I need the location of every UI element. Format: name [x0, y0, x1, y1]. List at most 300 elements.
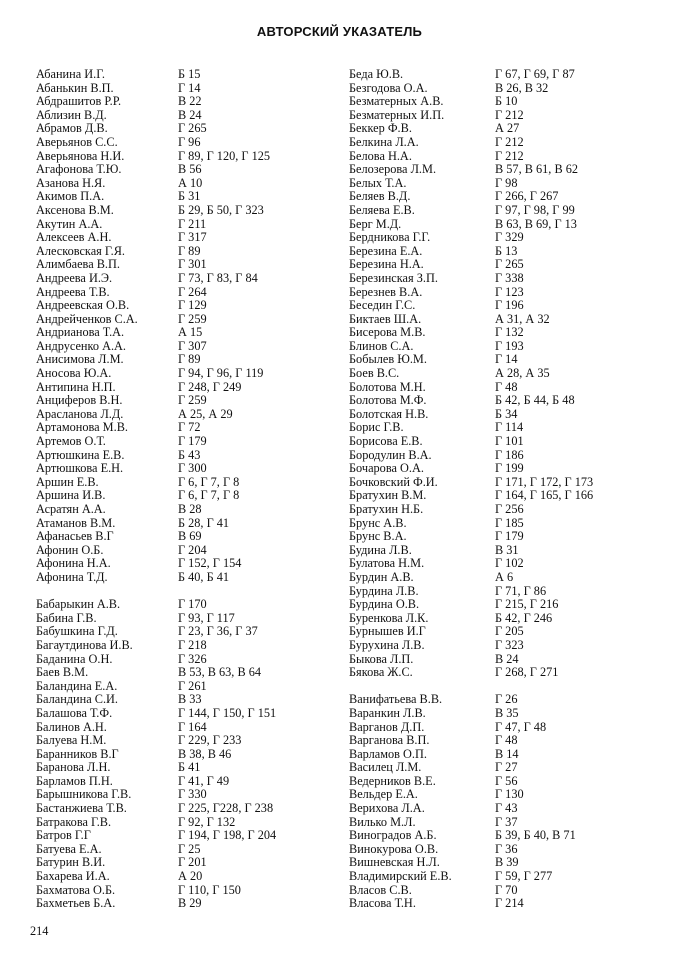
page-number: 214	[30, 924, 49, 938]
author-name: Вилько М.Л.	[349, 814, 416, 829]
author-name: Аверьянов С.С.	[36, 134, 118, 149]
index-entry	[349, 163, 669, 177]
page-refs: Г 89	[178, 243, 201, 258]
index-entry	[36, 693, 336, 707]
page-refs: В 57, В 61, В 62	[495, 162, 579, 177]
index-entry	[349, 639, 669, 653]
page-refs: Г 43	[495, 801, 518, 816]
author-name: Алексеев А.Н.	[36, 230, 112, 245]
page-refs: В 38, В 46	[178, 746, 232, 761]
author-name: Афонина Н.А.	[36, 556, 111, 571]
page-refs: Г 212	[495, 107, 524, 122]
page-refs: Г 301	[178, 257, 207, 272]
author-name: Беляева Е.В.	[349, 202, 415, 217]
index-column-right	[349, 68, 669, 911]
author-name: Андрусенко А.А.	[36, 338, 126, 353]
page-refs: Г 268, Г 271	[495, 665, 559, 680]
page-refs: Г 37	[495, 814, 518, 829]
index-entry	[36, 313, 336, 327]
page-refs: Г 179	[178, 434, 207, 449]
page-refs: В 33	[178, 692, 202, 707]
page-refs: Г 152, Г 154	[178, 556, 242, 571]
author-name: Абрамов Д.В.	[36, 121, 108, 136]
author-name: Бабарыкин А.В.	[36, 597, 121, 612]
page-refs: Б 28, Г 41	[178, 515, 230, 530]
page-refs: Г 215, Г 216	[495, 597, 559, 612]
index-entry	[36, 598, 336, 612]
author-name: Бердникова Г.Г.	[349, 230, 431, 245]
index-entry	[36, 367, 336, 381]
index-entry	[349, 476, 669, 490]
index-entry	[349, 435, 669, 449]
page-refs: Г 179	[495, 529, 524, 544]
index-entry	[349, 190, 669, 204]
index-entry	[349, 693, 669, 707]
index-entry	[349, 897, 669, 911]
page-refs: Г 25	[178, 841, 201, 856]
index-entry	[349, 489, 669, 503]
page-refs: Г 41, Г 49	[178, 773, 230, 788]
index-entry	[349, 367, 669, 381]
index-entry	[349, 136, 669, 150]
page-refs: Г 144, Г 150, Г 151	[178, 705, 277, 720]
index-entry	[349, 625, 669, 639]
page-refs: Г 92, Г 132	[178, 814, 236, 829]
author-name: Василец Л.М.	[349, 760, 422, 775]
index-entry	[36, 163, 336, 177]
page-refs: Г 205	[495, 624, 524, 639]
author-name: Безматерных А.В.	[349, 94, 444, 109]
page-refs: Г 338	[495, 270, 524, 285]
page-refs: В 69	[178, 529, 202, 544]
author-name: Афонина Т.Д.	[36, 569, 108, 584]
index-entry	[349, 816, 669, 830]
page-refs: В 31	[495, 542, 519, 557]
page-refs: Г 114	[495, 420, 524, 435]
page-refs: Г 204	[178, 542, 207, 557]
page-refs: Г 101	[495, 434, 524, 449]
index-entry	[349, 272, 669, 286]
index-entry	[349, 530, 669, 544]
page-refs: Г 14	[495, 352, 518, 367]
page-refs: Г 261	[178, 678, 207, 693]
author-name: Артамонова М.В.	[36, 420, 128, 435]
page-refs: В 39	[495, 855, 519, 870]
page-refs: Б 34	[495, 406, 518, 421]
index-entry	[36, 435, 336, 449]
index-entry	[349, 884, 669, 898]
index-entry	[36, 829, 336, 843]
author-name: Аносова Ю.А.	[36, 366, 112, 381]
index-entry	[36, 136, 336, 150]
author-name: Бурдин А.В.	[349, 569, 414, 584]
index-entry	[349, 462, 669, 476]
index-entry	[36, 680, 336, 694]
author-name: Багаутдинова И.В.	[36, 637, 133, 652]
author-name: Антипина Н.П.	[36, 379, 116, 394]
index-entry	[36, 503, 336, 517]
page-refs: А 10	[178, 175, 203, 190]
index-entry	[36, 788, 336, 802]
index-entry	[36, 394, 336, 408]
author-name: Андреева Т.В.	[36, 284, 110, 299]
index-entry	[36, 449, 336, 463]
page-refs: Б 41	[178, 760, 201, 775]
index-entry	[36, 897, 336, 911]
page-refs: Г 6, Г 7, Г 8	[178, 488, 240, 503]
author-name: Брунс В.А.	[349, 529, 407, 544]
index-entry	[36, 95, 336, 109]
index-entry	[36, 272, 336, 286]
index-entry	[349, 653, 669, 667]
index-entry	[36, 707, 336, 721]
page-refs: Б 31	[178, 189, 201, 204]
author-name: Братухин В.М.	[349, 488, 427, 503]
author-name: Болотская Н.В.	[349, 406, 429, 421]
index-entry	[36, 666, 336, 680]
author-name: Биктаев Ш.А.	[349, 311, 422, 326]
page-refs: В 29	[178, 896, 202, 911]
index-entry	[36, 775, 336, 789]
author-name: Беляев В.Д.	[349, 189, 411, 204]
index-entry	[349, 829, 669, 843]
index-entry	[36, 476, 336, 490]
index-entry	[36, 612, 336, 626]
index-entry	[349, 870, 669, 884]
author-name: Винокурова О.В.	[349, 841, 439, 856]
author-name: Беккер Ф.В.	[349, 121, 412, 136]
author-name: Андреевская О.В.	[36, 298, 130, 313]
page-refs: Г 130	[495, 787, 524, 802]
page-refs: Г 201	[178, 855, 207, 870]
page-refs: А 27	[495, 121, 520, 136]
index-entry	[349, 585, 669, 599]
page-refs: Г 164, Г 165, Г 166	[495, 488, 594, 503]
page-refs: Г 67, Г 69, Г 87	[495, 67, 575, 81]
author-name: Аверьянова Н.И.	[36, 148, 125, 163]
index-entry	[349, 394, 669, 408]
page-refs: Г 199	[495, 461, 524, 476]
author-name: Борисова Е.В.	[349, 434, 423, 449]
index-entry	[36, 68, 336, 82]
page-refs: В 28	[178, 502, 202, 516]
author-name: Болотова М.Ф.	[349, 393, 427, 408]
author-name: Власов С.В.	[349, 882, 412, 897]
author-name: Буренкова Л.К.	[349, 610, 429, 625]
author-name: Батуева Е.А.	[36, 841, 102, 856]
index-entry	[349, 381, 669, 395]
index-entry	[36, 544, 336, 558]
page-refs: А 20	[178, 869, 203, 884]
index-entry	[349, 245, 669, 259]
author-name: Акутин А.А.	[36, 216, 103, 231]
page-refs: В 35	[495, 705, 519, 720]
page-refs: Г 164	[178, 719, 207, 734]
author-name: Бобылев Ю.М.	[349, 352, 427, 367]
author-name: Артюшкова Е.Н.	[36, 461, 124, 476]
index-entry	[349, 721, 669, 735]
index-entry	[36, 557, 336, 571]
page-refs: Г 186	[495, 447, 524, 462]
page-refs: Г 211	[178, 216, 207, 231]
index-entry	[36, 286, 336, 300]
index-entry	[349, 734, 669, 748]
page-refs: А 31, А 32	[495, 311, 550, 326]
page-refs: Г 248, Г 249	[178, 379, 242, 394]
page-refs: А 6	[495, 569, 514, 584]
author-name: Барламов П.Н.	[36, 773, 113, 788]
author-name: Борис Г.В.	[349, 420, 404, 435]
index-entry	[349, 707, 669, 721]
author-name: Варганов Д.П.	[349, 719, 425, 734]
page-refs: Г 225, Г228, Г 238	[178, 801, 274, 816]
page-refs: Г 70	[495, 882, 518, 897]
page-refs: Г 48	[495, 379, 518, 394]
index-entry	[36, 802, 336, 816]
index-entry	[36, 177, 336, 191]
page-refs: Б 39, Б 40, В 71	[495, 828, 576, 843]
index-entry	[349, 503, 669, 517]
page-refs: В 63, В 69, Г 13	[495, 216, 577, 231]
index-entry	[349, 340, 669, 354]
page-refs: Г 264	[178, 284, 207, 299]
page-refs: Б 10	[495, 94, 518, 109]
page-refs: Г 27	[495, 760, 518, 775]
author-name: Бахматова О.Б.	[36, 882, 116, 897]
index-entry	[36, 258, 336, 272]
index-entry	[349, 421, 669, 435]
index-entry	[36, 856, 336, 870]
index-entry	[349, 517, 669, 531]
page-refs: Г 171, Г 172, Г 173	[495, 474, 594, 489]
page-refs: Г 307	[178, 338, 207, 353]
author-name: Братухин Н.Б.	[349, 502, 424, 516]
index-entry	[349, 313, 669, 327]
page-refs: Г 89	[178, 352, 201, 367]
author-name: Березина Н.А.	[349, 257, 424, 272]
author-name: Артюшкина Е.В.	[36, 447, 125, 462]
page-refs: Г 194, Г 198, Г 204	[178, 828, 277, 843]
page-refs: В 56	[178, 162, 202, 177]
author-name: Балашова Т.Ф.	[36, 705, 113, 720]
author-name: Асратян А.А.	[36, 502, 106, 516]
page-refs: Г 102	[495, 556, 524, 571]
author-name: Аксенова В.М.	[36, 202, 114, 217]
author-name: Бурухина Л.В.	[349, 637, 425, 652]
author-name: Аршина И.В.	[36, 488, 106, 503]
index-entry	[36, 381, 336, 395]
author-name: Абанькин В.П.	[36, 80, 114, 95]
index-entry	[36, 231, 336, 245]
author-name: Булатова Н.М.	[349, 556, 425, 571]
index-entry	[36, 190, 336, 204]
author-name: Батракова Г.В.	[36, 814, 112, 829]
page-refs: Г 317	[178, 230, 207, 245]
page-refs: Г 170	[178, 597, 207, 612]
index-entry	[36, 530, 336, 544]
index-entry	[349, 856, 669, 870]
author-name: Безгодова О.А.	[349, 80, 428, 95]
page-refs: Б 42, Б 44, Б 48	[495, 393, 575, 408]
author-name: Акимов П.А.	[36, 189, 105, 204]
index-entry	[349, 150, 669, 164]
index-entry	[36, 245, 336, 259]
author-name: Бахарева И.А.	[36, 869, 110, 884]
index-entry	[36, 843, 336, 857]
index-title: АВТОРСКИЙ УКАЗАТЕЛЬ	[256, 24, 423, 39]
index-entry	[36, 639, 336, 653]
index-entry	[349, 666, 669, 680]
page-refs: Г 36	[495, 841, 518, 856]
index-entry	[349, 775, 669, 789]
author-name: Белова Н.А.	[349, 148, 412, 163]
author-name: Березинская З.П.	[349, 270, 438, 285]
index-entry	[349, 449, 669, 463]
index-entry	[349, 353, 669, 367]
page-refs: Г 259	[178, 393, 207, 408]
page-refs: Г 193	[495, 338, 524, 353]
index-entry	[349, 571, 669, 585]
author-name: Агафонова Т.Ю.	[36, 162, 122, 177]
index-entry	[349, 802, 669, 816]
author-name: Власова Т.Н.	[349, 896, 416, 911]
index-entry	[349, 204, 669, 218]
page-refs: А 15	[178, 325, 203, 340]
index-entry	[36, 122, 336, 136]
author-name: Баранников В.Г	[36, 746, 119, 761]
page-refs: Г 326	[178, 651, 207, 666]
page-refs: Б 29, Б 50, Г 323	[178, 202, 264, 217]
page-refs: Г 73, Г 83, Г 84	[178, 270, 258, 285]
page-refs: Г 23, Г 36, Г 37	[178, 624, 258, 639]
page-refs: Г 97, Г 98, Г 99	[495, 202, 575, 217]
page-refs: Г 330	[178, 787, 207, 802]
author-name: Виноградов А.Б.	[349, 828, 437, 843]
index-column-left	[36, 68, 336, 911]
index-entry	[36, 462, 336, 476]
author-name: Баландина С.И.	[36, 692, 118, 707]
author-name: Абдрашитов Р.Р.	[36, 94, 122, 109]
index-entry	[36, 625, 336, 639]
page-refs: Г 196	[495, 298, 524, 313]
author-name: Баландина Е.А.	[36, 678, 118, 693]
index-entry	[349, 788, 669, 802]
author-name: Боев В.С.	[349, 366, 400, 381]
index-entry	[36, 816, 336, 830]
index-entry	[36, 340, 336, 354]
index-entry	[349, 612, 669, 626]
index-entry	[349, 177, 669, 191]
author-name: Абанина И.Г.	[36, 67, 105, 81]
index-entry	[36, 408, 336, 422]
page-refs: Г 129	[178, 298, 207, 313]
author-name: Бочковский Ф.И.	[349, 474, 438, 489]
author-name: Белкина Л.А.	[349, 134, 419, 149]
index-entry	[36, 734, 336, 748]
page-refs: Г 266, Г 267	[495, 189, 559, 204]
page-refs: Г 71, Г 86	[495, 583, 547, 598]
page-refs: Б 13	[495, 243, 518, 258]
index-entry	[36, 571, 336, 585]
index-entry	[349, 68, 669, 82]
page-refs: В 53, В 63, В 64	[178, 665, 262, 680]
author-name: Анциферов В.Н.	[36, 393, 123, 408]
author-name: Болотова М.Н.	[349, 379, 426, 394]
page-refs: Г 329	[495, 230, 524, 245]
author-name: Бастанжиева Т.В.	[36, 801, 127, 816]
index-entry	[36, 353, 336, 367]
author-name: Верихова Л.А.	[349, 801, 425, 816]
page-refs: Б 43	[178, 447, 201, 462]
index-entry	[36, 761, 336, 775]
author-name: Березнев В.А.	[349, 284, 423, 299]
page-refs: Г 256	[495, 502, 524, 516]
author-name: Беда Ю.В.	[349, 67, 404, 81]
index-entry	[36, 653, 336, 667]
author-name: Балинов А.Н.	[36, 719, 107, 734]
author-name: Ведерников В.Е.	[349, 773, 436, 788]
index-entry	[36, 299, 336, 313]
index-entry	[349, 748, 669, 762]
author-name: Быкова Л.П.	[349, 651, 414, 666]
author-name: Бочарова О.А.	[349, 461, 424, 476]
author-name: Варанкин Л.В.	[349, 705, 426, 720]
page-refs: Г 94, Г 96, Г 119	[178, 366, 264, 381]
author-name: Аблизин В.Д.	[36, 107, 107, 122]
author-name: Бахметьев Б.А.	[36, 896, 116, 911]
author-name: Алимбаева В.П.	[36, 257, 120, 272]
author-name: Бородулин В.А.	[349, 447, 432, 462]
author-name: Батурин В.И.	[36, 855, 106, 870]
author-name: Бисерова М.В.	[349, 325, 426, 340]
index-entry	[36, 421, 336, 435]
author-name: Андрианова Т.А.	[36, 325, 125, 340]
author-name: Афонин О.Б.	[36, 542, 104, 557]
author-name: Артемов О.Т.	[36, 434, 106, 449]
author-name: Бурдина О.В.	[349, 597, 420, 612]
index-entry	[349, 408, 669, 422]
page-refs: Г 132	[495, 325, 524, 340]
author-name: Березина Е.А.	[349, 243, 423, 258]
author-name: Андрейченков С.А.	[36, 311, 138, 326]
page-refs: Г 59, Г 277	[495, 869, 553, 884]
index-entry	[36, 870, 336, 884]
index-entry	[36, 721, 336, 735]
author-name: Берг М.Д.	[349, 216, 402, 231]
page-refs: В 22	[178, 94, 202, 109]
page-refs: Б 15	[178, 67, 201, 81]
author-name: Вишневская Н.Л.	[349, 855, 440, 870]
author-name: Баданина О.Н.	[36, 651, 113, 666]
index-entry	[36, 884, 336, 898]
page-refs: Г 14	[178, 80, 201, 95]
page-refs: Б 42, Г 246	[495, 610, 553, 625]
author-name: Ванифатьева В.В.	[349, 692, 443, 707]
page-refs: А 25, А 29	[178, 406, 233, 421]
page-refs: Г 323	[495, 637, 524, 652]
index-entry	[36, 109, 336, 123]
page-refs: Г 300	[178, 461, 207, 476]
index-entry	[349, 557, 669, 571]
page-refs: Г 56	[495, 773, 518, 788]
author-name: Анисимова Л.М.	[36, 352, 124, 367]
author-name: Азанова Н.Я.	[36, 175, 106, 190]
author-name: Аршин Е.В.	[36, 474, 99, 489]
index-entry	[349, 286, 669, 300]
index-entry	[349, 122, 669, 136]
page-refs: Г 89, Г 120, Г 125	[178, 148, 271, 163]
author-name: Алесковская Г.Я.	[36, 243, 125, 258]
